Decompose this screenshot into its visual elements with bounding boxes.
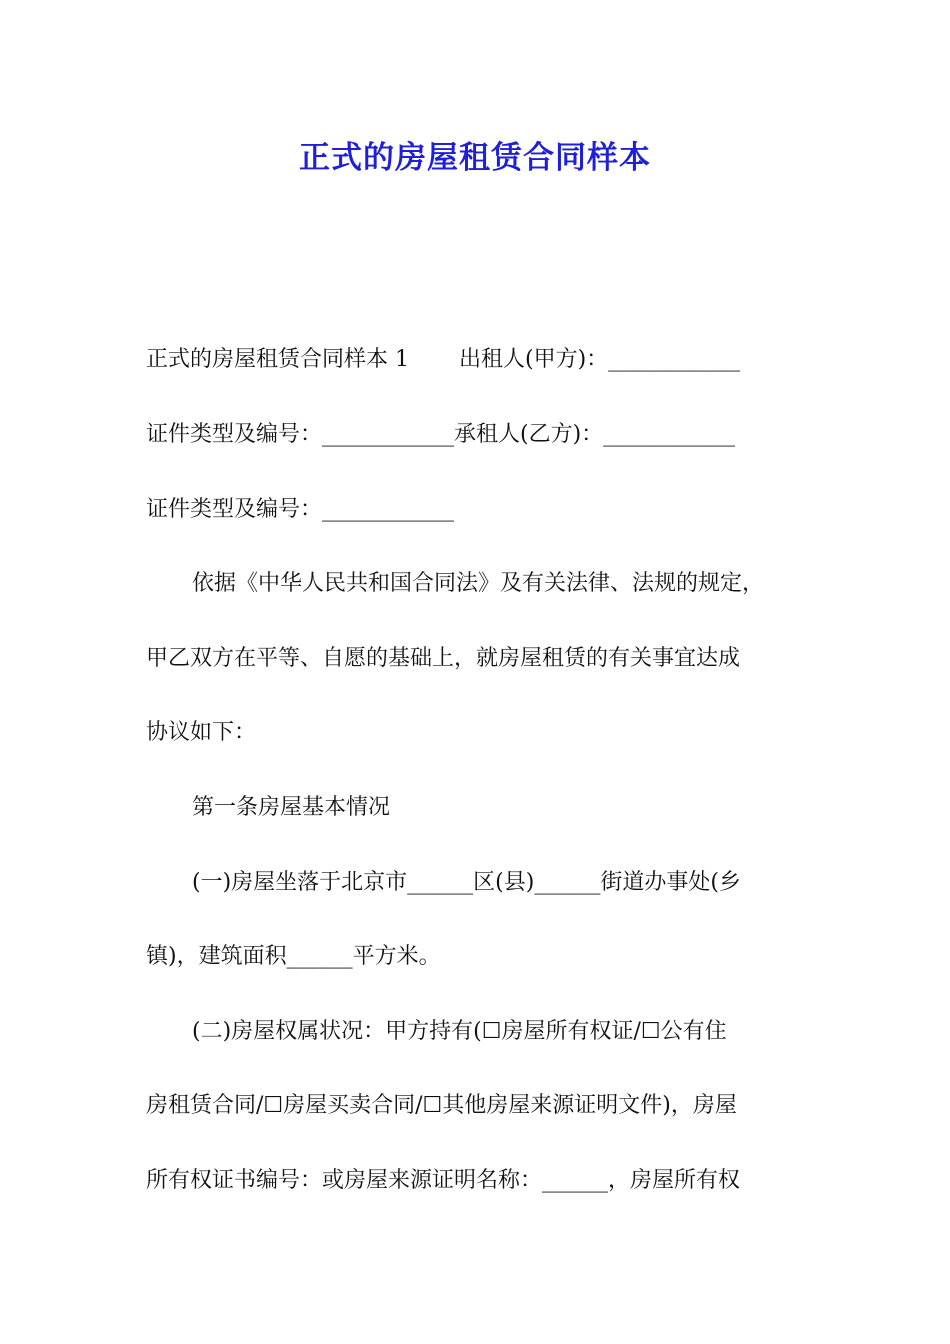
paragraph-line: 所有权证书编号：或房屋来源证明名称：______，房屋所有权 (146, 1168, 741, 1193)
contract-heading-text: 正式的房屋租赁合同样本 1 (146, 347, 409, 372)
paragraph-line: 甲乙双方在平等、自愿的基础上，就房屋租赁的有关事宜达成 (146, 646, 741, 671)
lessor-text: 出租人(甲方)：____________ (459, 347, 741, 372)
party-a-line (146, 345, 740, 375)
id-and-party-b-line: 证件类型及编号：____________承租人(乙方)：____________ (146, 422, 736, 447)
paragraph-line: 协议如下： (146, 720, 257, 745)
paragraph-line: (一)房屋坐落于北京市______区(县)______街道办事处(乡 (192, 870, 741, 895)
article-heading: 第一条房屋基本情况 (192, 795, 391, 820)
party-b-id-line: 证件类型及编号：____________ (146, 497, 455, 522)
document-title: 正式的房屋租赁合同样本 (299, 140, 651, 176)
paragraph-line: (二)房屋权属状况：甲方持有(☐房屋所有权证/☐公有住 (192, 1019, 727, 1044)
paragraph-line: 依据《中华人民共和国合同法》及有关法律、法规的规定， (192, 571, 765, 596)
paragraph-line: 镇)，建筑面积______平方米。 (146, 944, 441, 969)
paragraph-line: 房租赁合同/☐房屋买卖合同/☐其他房屋来源证明文件)，房屋 (146, 1093, 737, 1118)
